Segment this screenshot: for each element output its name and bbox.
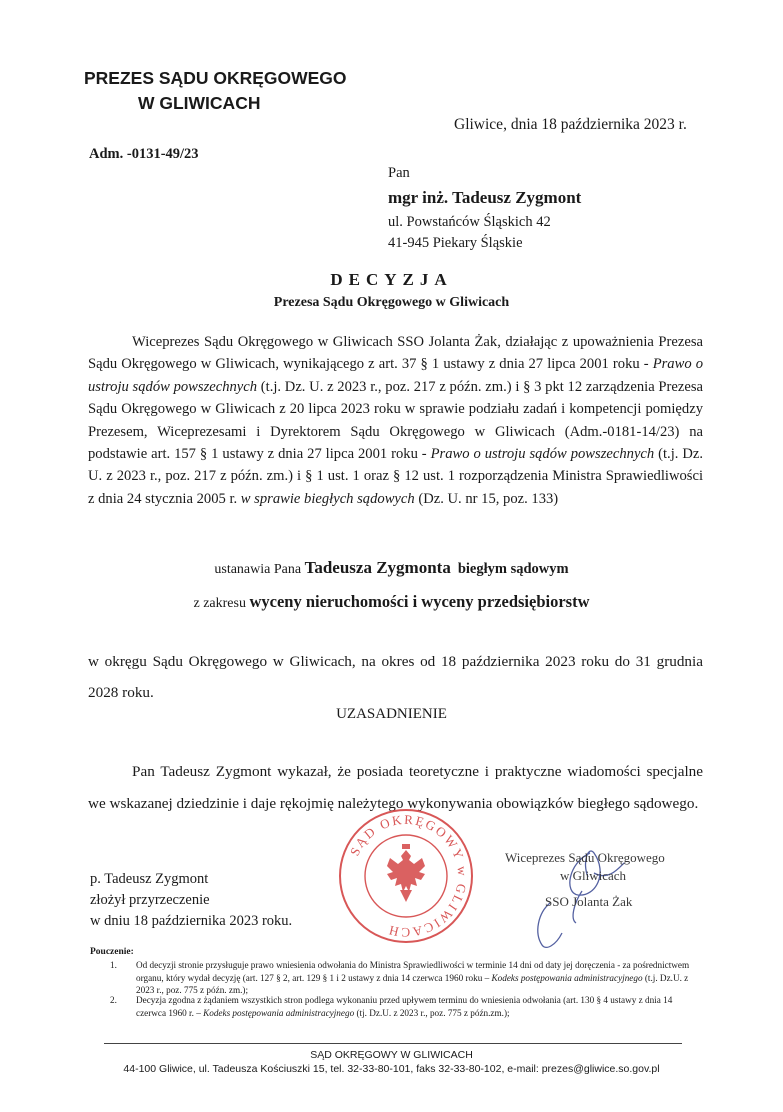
court-seal-stamp — [336, 806, 476, 946]
scope-prefix: z zakresu — [193, 596, 250, 611]
court-header-line2: W GLIWICACH — [138, 93, 261, 113]
place-and-date: Gliwice, dnia 18 października 2023 r. — [454, 116, 687, 133]
reference-number: Adm. -0131-49/23 — [89, 146, 199, 162]
decision-basis-paragraph — [88, 331, 703, 510]
notice-item-number: 2. — [110, 995, 117, 1005]
eagle-emblem-icon — [387, 844, 425, 902]
oath-note — [90, 869, 292, 932]
appointee-name: Tadeusza Zygmonta — [304, 558, 451, 577]
basis-act-title-1: Prawo o ustroju sądów powszechnych — [88, 356, 704, 395]
addressee-street: ul. Powstańców Śląskich 42 — [388, 214, 551, 230]
oath-line-2: złożył przyrzeczenie — [90, 892, 210, 908]
justification-title: UZASADNIENIE — [336, 706, 447, 722]
addressee-salutation: Pan — [388, 165, 410, 181]
appointment-district-period: w okręgu Sądu Okręgowego w Gliwicach, na okres od 18 października 2023 roku do 31 grudnia 2028 roku. — [88, 653, 703, 701]
scope-value: wyceny nieruchomości i wyceny przedsiębiorstw — [249, 592, 590, 611]
signatory-title: Wiceprezes Sądu Okręgowego — [505, 850, 665, 865]
basis-text-2: (t.j. Dz. U. z 2023 r., poz. 217 z późn. zm.) i § 3 pkt 12 zarządzenia Prezesa Sądu Okręgowego w Gliwicach z 20 lipca 2023 roku w sprawie podziału zadań i kompetencji pomiędzy Prezesem, Wiceprezesami i Dyrektorem Sądu Okręgowego w Gliwicach (Adm.-0181-14/23) na podstawie art. 157 § 1 ustawy z dnia 27 lipca 2001 roku - — [88, 378, 703, 463]
appointment-line — [0, 558, 783, 578]
addressee-name: mgr inż. Tadeusz Zygmont — [388, 188, 582, 207]
decision-subtitle: Prezesa Sądu Okręgowego w Gliwicach — [273, 295, 510, 310]
footer-contact-address: 44-100 Gliwice, ul. Tadeusza Kościuszki 15, tel. 32-33-80-101, faks 32-33-80-102, e-mail: prezes@gliwice.so.gov.pl — [123, 1063, 660, 1075]
notice-code-title: Kodeks postępowania administracyjnego — [491, 972, 643, 983]
addressee-block — [388, 163, 581, 254]
oath-line-3: w dniu 18 października 2023 roku. — [90, 913, 293, 929]
notice-item-text-end: (tj. Dz.U. z 2023 r., poz. 775 z późn.zm.); — [354, 1007, 510, 1018]
decision-title: DECYZJA — [330, 270, 453, 289]
court-header — [84, 66, 347, 116]
appointment-scope-line — [0, 592, 783, 612]
appointment-prefix: ustanawia Pana — [214, 562, 305, 577]
footer-divider — [104, 1043, 682, 1044]
appointment-role: biegłym sądowym — [457, 561, 569, 577]
basis-regulation-title: w sprawie biegłych sądowych — [240, 490, 415, 507]
basis-text-3: (t.j. Dz. U. z 2023 r., poz. 217 z późn. zm.) i § 1 ust. 1 oraz § 12 ust. 1 rozporządzenia Ministra Sprawiedliwości z dnia 24 stycznia 2005 r. — [88, 446, 704, 507]
seal-text: SĄD OKRĘGOWY w GLIWICACH — [346, 811, 471, 941]
court-header-line1: PREZES SĄDU OKRĘGOWEGO — [84, 68, 347, 88]
signatory-court: w Gliwicach — [560, 868, 627, 883]
signatory-name: SSO Jolanta Żak — [545, 894, 633, 909]
footer-court-name: SĄD OKRĘGOWY W GLIWICACH — [310, 1049, 473, 1061]
notice-item-text-end: (t.j. Dz.U. z 2023 r., poz. 775 z późn. zm.); — [136, 972, 689, 995]
notice-heading: Pouczenie: — [90, 947, 134, 957]
notice-item — [110, 994, 690, 1019]
notice-code-title: Kodeks postępowania administracyjnego — [203, 1007, 355, 1018]
basis-text-1: Wiceprezes Sądu Okręgowego w Gliwicach SSO Jolanta Żak, działając z upoważnienia Prezesa Sądu Okręgowego w Gliwicach, wynikającego z art. 37 § 1 ustawy z dnia 27 lipca 2001 roku - — [88, 334, 703, 373]
basis-text-4: (Dz. U. nr 15, poz. 133) — [414, 490, 559, 507]
notice-item-number: 1. — [110, 960, 117, 970]
oath-line-1: p. Tadeusz Zygmont — [90, 871, 209, 887]
basis-act-title-2: Prawo o ustroju sądów powszechnych — [430, 446, 655, 463]
addressee-city: 41-945 Piekary Śląskie — [388, 235, 523, 251]
notice-item-text: Decyzja zgodna z żądaniem wszystkich stron podlega wykonaniu przed upływem terminu do wniesienia odwołania (art. 130 § 4 ustawy z dnia 14 czerwca 1960 r. – — [136, 995, 673, 1018]
notice-item — [110, 959, 690, 997]
notice-item-text: Od decyzji stronie przysługuje prawo wniesienia odwołania do Ministra Sprawiedliwości w terminie 14 dni od daty jej doręczenia - za pośrednictwem organu, który wydał decyzję (art. 127 § 2, art. 129 § 1 i 2 ustawy z dnia 14 czerwca 1960 roku – — [136, 960, 690, 983]
justification-paragraph: Pan Tadeusz Zygmont wykazał, że posiada teoretyczne i praktyczne wiadomości specjalne we wskazanej dziedzinie i daje rękojmię należytego wykonywania obowiązków biegłego sądowego. — [88, 763, 703, 812]
